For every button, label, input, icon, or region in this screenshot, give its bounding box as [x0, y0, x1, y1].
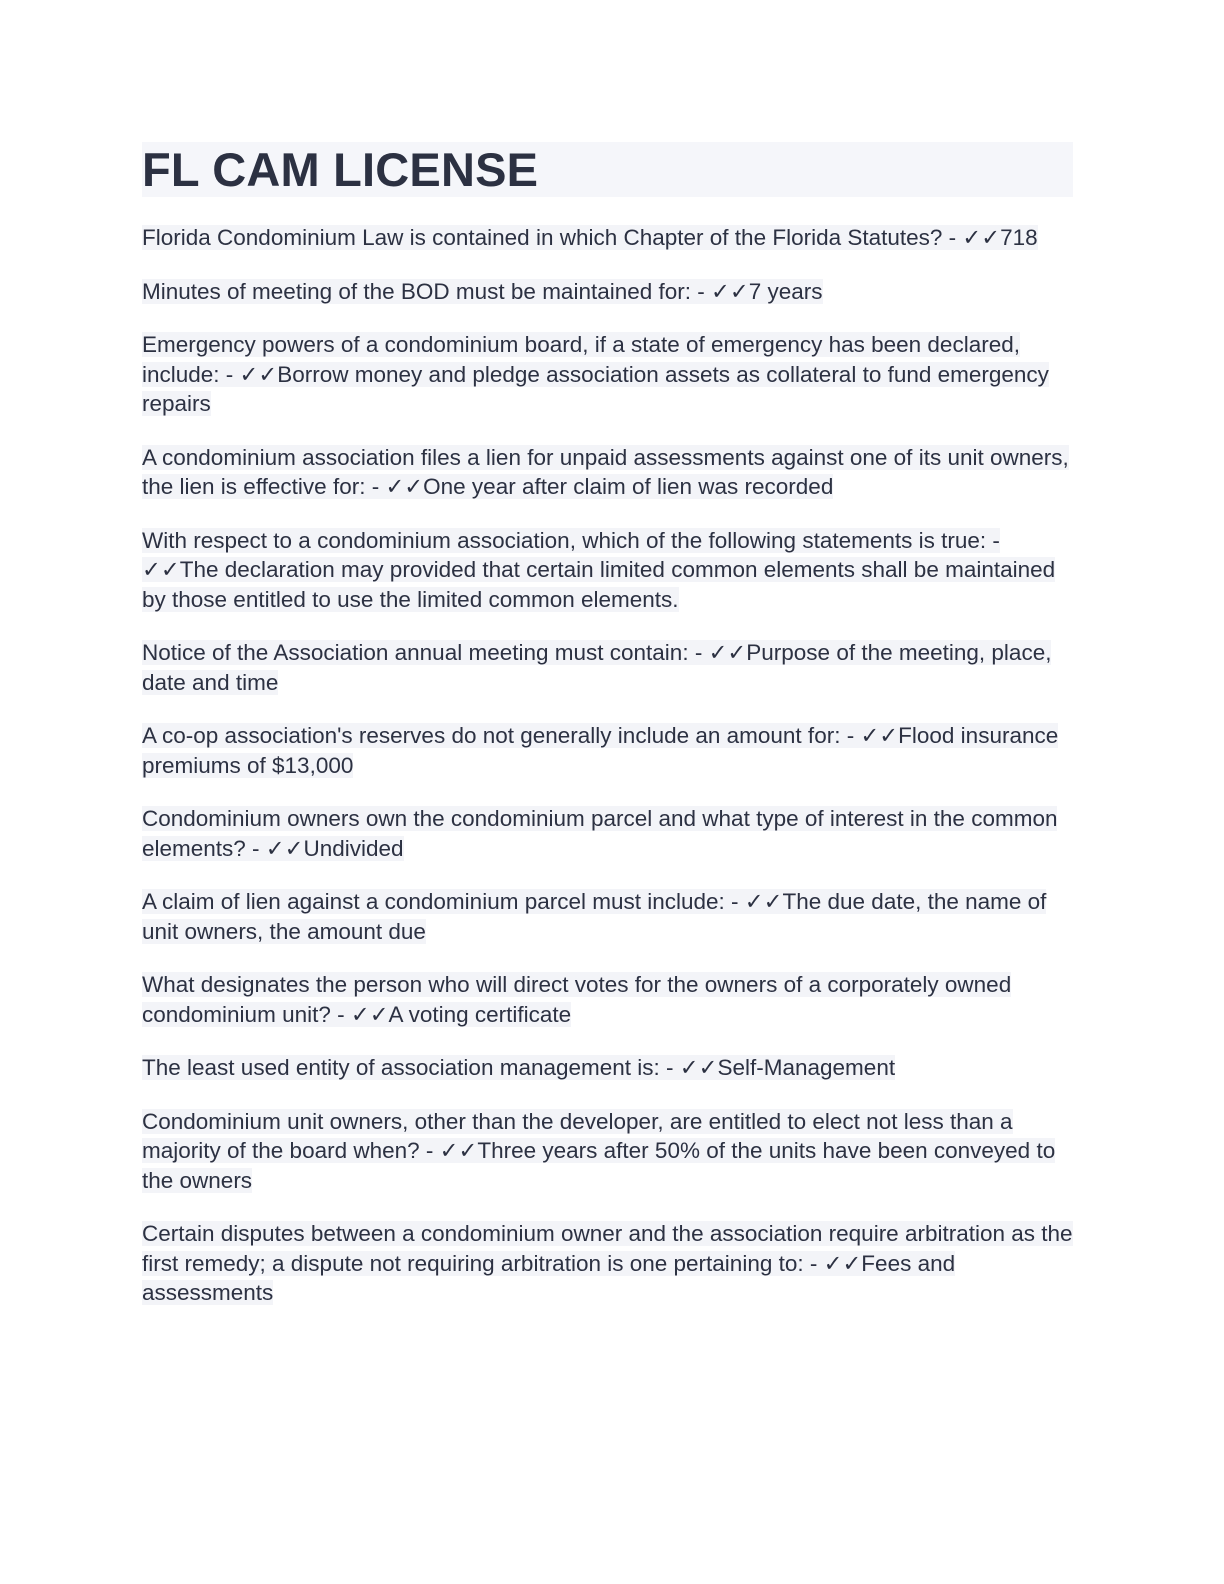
qa-item-1 — [142, 223, 1073, 253]
qa-text: Minutes of meeting of the BOD must be maintained for: - ✓✓7 years — [142, 278, 823, 304]
qa-text: What designates the person who will direct votes for the owners of a corporately owned condominium unit? - ✓✓A voting certificate — [142, 972, 1012, 1027]
qa-text: With respect to a condominium association, which of the following statements is true: - ✓✓The declaration may provided that certain limited common elements shall be maintained by those entitled to use the limited common elements. — [142, 527, 1056, 612]
qa-item-11 — [142, 1053, 1073, 1083]
qa-item-8 — [142, 804, 1073, 863]
page-title: FL CAM LICENSE — [142, 143, 539, 196]
qa-text: A claim of lien against a condominium parcel must include: - ✓✓The due date, the name of unit owners, the amount due — [142, 889, 1047, 944]
qa-item-10 — [142, 970, 1073, 1029]
qa-list — [142, 223, 1073, 1308]
qa-text: Notice of the Association annual meeting must contain: - ✓✓Purpose of the meeting, place, date and time — [142, 640, 1052, 695]
qa-text: A condominium association files a lien for unpaid assessments against one of its unit owners, the lien is effective for: - ✓✓One year after claim of lien was recorded — [142, 444, 1069, 499]
qa-item-12 — [142, 1107, 1073, 1196]
qa-item-9 — [142, 887, 1073, 946]
qa-item-4 — [142, 443, 1073, 502]
qa-text: Florida Condominium Law is contained in which Chapter of the Florida Statutes? - ✓✓718 — [142, 225, 1038, 250]
title-banner — [142, 142, 1073, 197]
qa-item-7 — [142, 721, 1073, 780]
qa-text: A co-op association's reserves do not generally include an amount for: - ✓✓Flood insurance premiums of $13,000 — [142, 723, 1059, 778]
qa-item-5 — [142, 526, 1073, 615]
document-page — [142, 142, 1073, 1332]
qa-item-3 — [142, 330, 1073, 419]
qa-text: The least used entity of association management is: - ✓✓Self-Management — [142, 1055, 896, 1080]
qa-text: Emergency powers of a condominium board, if a state of emergency has been declared, include: - ✓✓Borrow money and pledge association assets as collateral to fund emergency repairs — [142, 332, 1049, 416]
qa-text: Condominium owners own the condominium parcel and what type of interest in the common elements? - ✓✓Undivided — [142, 806, 1058, 861]
qa-text: Condominium unit owners, other than the developer, are entitled to elect not less than a majority of the board when? - ✓✓Three years after 50% of the units have been conveyed to the owners — [142, 1108, 1056, 1193]
qa-item-13 — [142, 1219, 1073, 1308]
qa-item-2 — [142, 277, 1073, 307]
qa-item-6 — [142, 638, 1073, 697]
qa-text: Certain disputes between a condominium owner and the association require arbitration as the first remedy; a dispute not requiring arbitration is one pertaining to: - ✓✓Fees and assessments — [142, 1221, 1073, 1305]
